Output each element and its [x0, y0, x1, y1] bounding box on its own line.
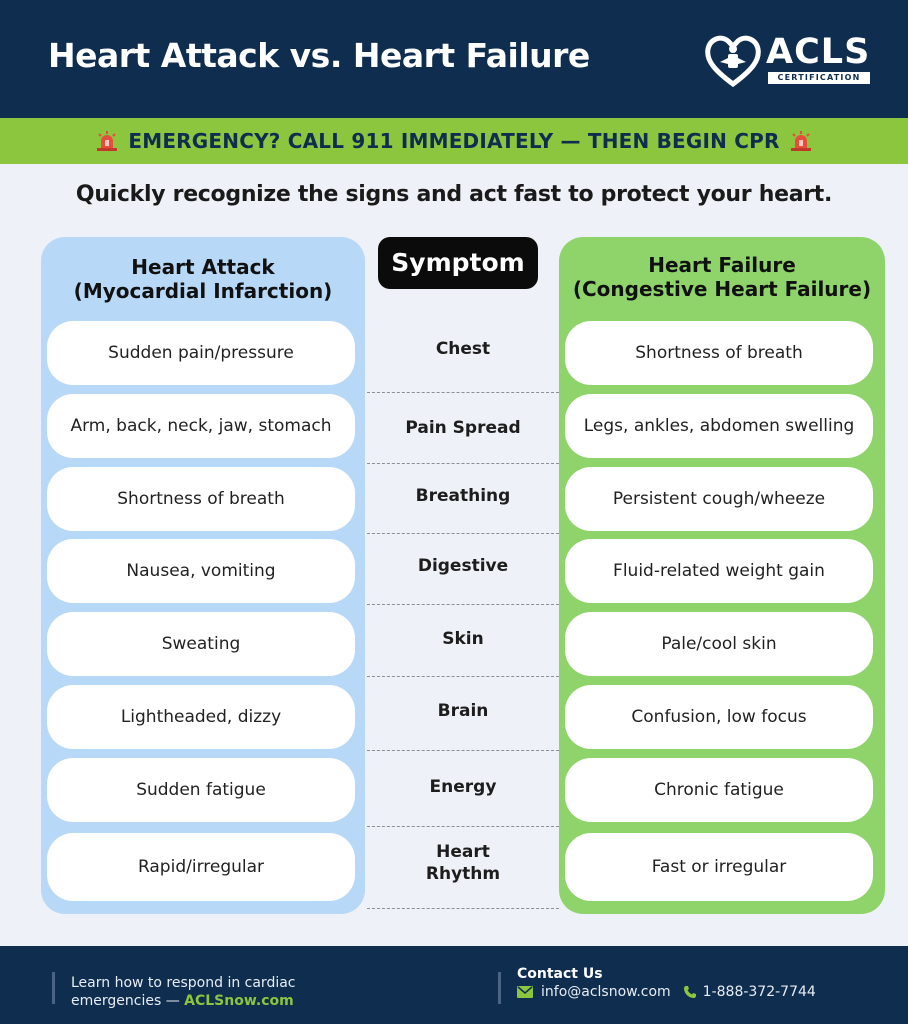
contact-title: Contact Us [517, 966, 603, 982]
heart-failure-title: Heart Failure [648, 253, 796, 277]
heart-attack-digestive: Nausea, vomiting [47, 539, 355, 603]
footer-divider [498, 972, 501, 1004]
heart-failure-brain: Confusion, low focus [565, 685, 873, 749]
heart-attack-skin: Sweating [47, 612, 355, 676]
footer-learn-line1: Learn how to respond in cardiac [71, 975, 296, 991]
divider [367, 392, 559, 393]
heart-attack-chest: Sudden pain/pressure [47, 321, 355, 385]
heart-failure-digestive: Fluid-related weight gain [565, 539, 873, 603]
footer-learn-line2 [71, 992, 296, 1010]
page-title: Heart Attack vs. Heart Failure [48, 36, 590, 75]
footer-divider [52, 972, 55, 1004]
divider [367, 604, 559, 605]
tagline: Quickly recognize the signs and act fast to protect your heart. [75, 182, 833, 207]
divider [367, 676, 559, 677]
heart-hands-logo-icon [704, 32, 762, 88]
heart-attack-pain-spread: Arm, back, neck, jaw, stomach [47, 394, 355, 458]
symptom-header: Symptom [378, 237, 538, 289]
heart-failure-energy: Chronic fatigue [565, 758, 873, 822]
footer-learn-text [71, 974, 296, 1010]
symptom-brain: Brain [437, 701, 489, 721]
symptom-breathing: Breathing [415, 486, 511, 506]
divider [367, 826, 559, 827]
siren-icon [96, 130, 118, 152]
heart-attack-title: Heart Attack [131, 255, 275, 279]
symptom-energy: Energy [429, 777, 497, 797]
heart-attack-breathing: Shortness of breath [47, 467, 355, 531]
emergency-text: EMERGENCY? CALL 911 IMMEDIATELY — THEN BEGIN CPR [128, 129, 780, 153]
symptom-skin: Skin [442, 629, 484, 649]
symptom-pain-spread: Pain Spread [405, 418, 521, 438]
contact-email[interactable]: info@aclsnow.com [541, 984, 671, 1000]
divider [367, 533, 559, 534]
symptom-chest: Chest [435, 339, 491, 359]
heart-failure-chest: Shortness of breath [565, 321, 873, 385]
logo-subtext: CERTIFICATION [768, 72, 870, 84]
acls-logo[interactable] [704, 32, 874, 88]
heart-failure-pain-spread: Legs, ankles, abdomen swelling [565, 394, 873, 458]
heart-failure-column [559, 237, 885, 914]
heart-attack-column [41, 237, 365, 914]
heart-attack-brain: Lightheaded, dizzy [47, 685, 355, 749]
logo-text: ACLS [766, 32, 871, 72]
symptom-digestive: Digestive [417, 556, 509, 576]
emergency-banner [0, 118, 908, 164]
acls-website-link[interactable]: ACLSnow.com [184, 993, 294, 1009]
contact-row [517, 984, 816, 1000]
heart-failure-heading [559, 253, 885, 301]
heart-failure-skin: Pale/cool skin [565, 612, 873, 676]
siren-icon [790, 130, 812, 152]
divider [367, 463, 559, 464]
heart-failure-subtitle: (Congestive Heart Failure) [572, 277, 872, 301]
email-icon [517, 986, 533, 998]
footer-learn-prefix: emergencies — [71, 993, 180, 1009]
header [0, 0, 908, 118]
symptom-heart-rhythm: Heart Rhythm [425, 842, 501, 884]
heart-attack-energy: Sudden fatigue [47, 758, 355, 822]
phone-icon [683, 985, 697, 999]
heart-attack-heading [41, 255, 365, 303]
heart-attack-rhythm: Rapid/irregular [47, 833, 355, 901]
heart-failure-breathing: Persistent cough/wheeze [565, 467, 873, 531]
heart-failure-rhythm: Fast or irregular [565, 833, 873, 901]
divider [367, 908, 559, 909]
divider [367, 750, 559, 751]
footer [0, 946, 908, 1024]
contact-phone[interactable]: 1-888-372-7744 [702, 984, 816, 1000]
heart-attack-subtitle: (Myocardial Infarction) [73, 279, 333, 303]
